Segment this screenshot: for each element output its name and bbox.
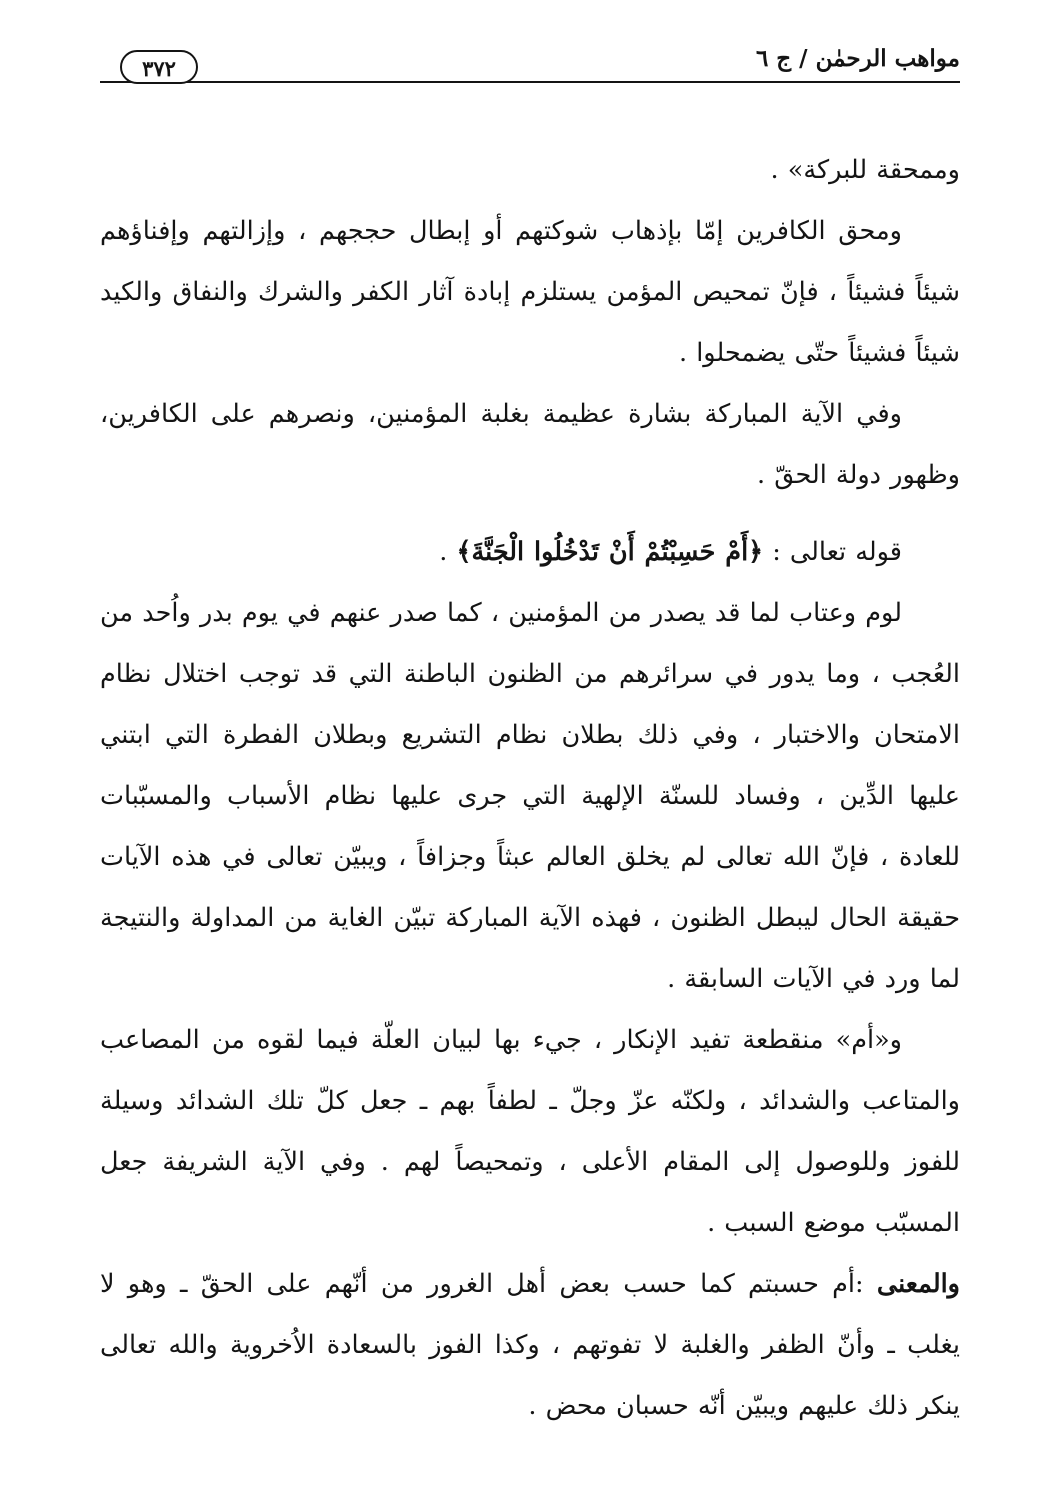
meaning-text: :أم حسبتم كما حسب بعض أهل الغرور من أنّهم على الحقّ ـ وهو لا يغلب ـ وأنّ الظفر والغلبة لا تفوتهم ، وكذا الفوز بالسعادة الاُخروية والله تعالى ينكر ذلك عليهم ويبيّن أنّه حسبان محض . bbox=[100, 1269, 960, 1421]
paragraph-5: لوم وعتاب لما قد يصدر من المؤمنين ، كما صدر عنهم في يوم بدر واُحد من العُجب ، وما يدور في سرائرهم من الظنون الباطنة التي قد توجب اختلال نظام الامتحان والاختبار ، وفي ذلك بطلان نظام التشريع وبطلان الفطرة التي ابتني عليها الدِّين ، وفساد للسنّة الإلهية التي جرى عليها نظام الأسباب والمسبّبات للعادة ، فإنّ الله تعالى لم يخلق العالم عبثاً وجزافاً ، ويبيّن تعالى في هذه الآيات حقيقة الحال ليبطل الظنون ، فهذه الآية المباركة تبيّن الغاية من المداولة والنتيجة لما ورد في الآيات السابقة . bbox=[100, 598, 960, 994]
page-header bbox=[100, 36, 960, 88]
page-body bbox=[100, 140, 960, 1437]
paragraph-6: و«أم» منقطعة تفيد الإنكار ، جيء بها لبيان العلّة فيما لقوه من المصاعب والمتاعب والشدائد ، ولكنّه عزّ وجلّ ـ لطفاً بهم ـ جعل كلّ تلك الشدائد وسيلة للفوز وللوصول إلى المقام الأعلى ، وتمحيصاً لهم . وفي الآية الشريفة جعل المسبّب موضع السبب . bbox=[100, 1025, 960, 1238]
verse-heading bbox=[100, 522, 960, 583]
header-rule bbox=[100, 81, 960, 83]
paragraph-3: وفي الآية المباركة بشارة عظيمة بغلبة المؤمنين، ونصرهم على الكافرين، وظهور دولة الحقّ . bbox=[100, 399, 960, 490]
paragraph-7 bbox=[100, 1254, 960, 1437]
paragraph-1: وممحقة للبركة» . bbox=[770, 155, 960, 185]
running-title: مواهب الرحمٰن / ج ٦ bbox=[755, 45, 960, 72]
verse-end: . bbox=[439, 537, 457, 567]
paragraph-2: ومحق الكافرين إمّا بإذهاب شوكتهم أو إبطال حججهم ، وإزالتهم وإفناؤهم شيئاً فشيئاً ، فإنّ تمحيص المؤمن يستلزم إبادة آثار الكفر والشرك والنفاق والكيد شيئاً فشيئاً حتّى يضمحلوا . bbox=[100, 216, 960, 368]
verse-intro: قوله تعالى : bbox=[763, 537, 902, 567]
page-number: ٣٧٢ bbox=[120, 50, 198, 84]
meaning-term: والمعنى bbox=[876, 1269, 960, 1299]
quran-verse: ﴿أَمْ حَسِبْتُمْ أَنْ تَدْخُلُوا الْجَنَّةَ﴾ bbox=[456, 537, 764, 567]
